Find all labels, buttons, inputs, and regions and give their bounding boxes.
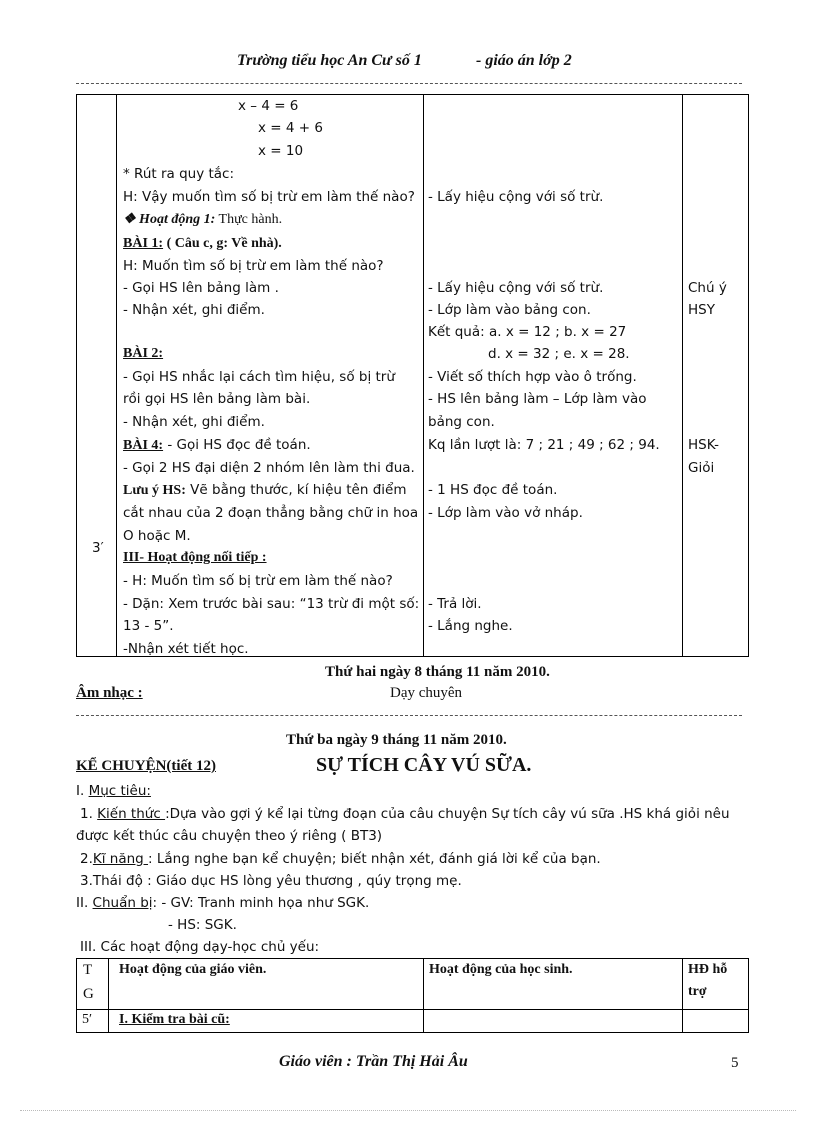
student-line: - Lớp làm vào bảng con. <box>428 302 591 318</box>
text-line: - Nhận xét, ghi điểm. <box>123 302 265 318</box>
footer-teacher: Giáo viên : Trần Thị Hải Âu <box>279 1053 468 1070</box>
text-line: 13 - 5”. <box>123 618 174 634</box>
text-line: - H: Muốn tìm số bị trừ em làm thế nào? <box>123 573 393 589</box>
subject-label: KỂ CHUYỆN(tiết 12) <box>76 758 216 774</box>
activity-text: Thực hành. <box>215 212 283 227</box>
preparation-heading <box>76 895 369 911</box>
text-line: - Gọi 2 HS đại diện 2 nhóm lên làm thi đua. <box>123 460 415 476</box>
support-line: HSY <box>688 302 715 318</box>
objectives-label: Mục tiêu: <box>88 783 151 799</box>
text-line: - Dặn: Xem trước bài sau: “13 trừ đi một số: <box>123 596 420 612</box>
note-label: Lưu ý HS: <box>123 483 186 498</box>
objective-number: 2. <box>80 851 93 867</box>
student-line: - Trả lời. <box>428 596 482 612</box>
bottom-dotted-rule <box>20 1110 796 1111</box>
preparation-label: Chuẩn bị <box>92 895 153 911</box>
text-line: - Gọi HS lên bảng làm . <box>123 280 279 296</box>
note-text: Vẽ bằng thước, kí hiệu tên điểm <box>185 482 407 498</box>
exercise-4-heading <box>123 437 311 454</box>
school-name: Trường tiểu học An Cư số 1 <box>237 52 422 69</box>
objective-text: : Lắng nghe bạn kể chuyện; biết nhận xét, đánh giá lời kể của bạn. <box>148 851 601 867</box>
support-line: Chú ý <box>688 280 727 296</box>
question-line: H: Muốn tìm số bị trừ em làm thế nào? <box>123 258 384 274</box>
student-line: Kết quả: a. x = 12 ; b. x = 27 <box>428 324 627 340</box>
exercise-label: BÀI 1: <box>123 236 164 251</box>
row-label: I. Kiểm tra bài cũ: <box>119 1012 230 1027</box>
note-line <box>123 482 406 499</box>
student-line: - Lắng nghe. <box>428 618 513 634</box>
header-divider <box>76 83 742 84</box>
student-line: - Lấy hiệu cộng với số trừ. <box>428 280 604 296</box>
objective-number: 1. <box>80 806 98 822</box>
student-line: bảng con. <box>428 414 495 430</box>
support-line: Giỏi <box>688 460 715 476</box>
text-line: rồi gọi HS lên bảng làm bài. <box>123 391 311 407</box>
student-line: - HS lên bảng làm – Lớp làm vào <box>428 391 647 407</box>
exercise-note: ( Câu c, g: Về nhà). <box>163 236 282 251</box>
text-line: -Nhận xét tiết học. <box>123 641 249 657</box>
text-line: O hoặc M. <box>123 528 191 544</box>
objective-1 <box>80 806 730 822</box>
header-tg: T <box>83 962 93 978</box>
preparation-text: : - GV: Tranh minh họa như SGK. <box>152 895 370 911</box>
music-value: Dạy chuyên <box>390 685 463 701</box>
page-number: 5 <box>731 1055 739 1071</box>
student-line: - Lấy hiệu cộng với số trừ. <box>428 189 604 205</box>
objectives-heading <box>76 783 151 799</box>
grade-label: - giáo án lớp 2 <box>476 52 572 69</box>
header-student: Hoạt động của học sinh. <box>429 962 573 977</box>
header-tg: G <box>83 986 94 1002</box>
preparation-text-2: - HS: SGK. <box>168 917 237 933</box>
activity-heading <box>123 211 282 228</box>
support-line: HSK- <box>688 437 720 453</box>
student-line: Kq lần lượt là: 7 ; 21 ; 49 ; 62 ; 94. <box>428 437 660 453</box>
exercise-label: BÀI 4: <box>123 438 164 453</box>
objective-label: Kĩ năng <box>92 851 149 867</box>
equation-line: x = 10 <box>258 143 304 159</box>
exercise-1-heading <box>123 235 282 252</box>
story-title: SỰ TÍCH CÂY VÚ SỮA. <box>316 754 532 776</box>
student-line: - 1 HS đọc đề toán. <box>428 482 558 498</box>
student-line: - Viết số thích hợp vào ô trống. <box>428 369 637 385</box>
exercise-text: - Gọi HS đọc đề toán. <box>163 437 311 453</box>
exercise-2-heading: BÀI 2: <box>123 346 164 361</box>
rule-line: * Rút ra quy tắc: <box>123 166 235 182</box>
text-line: - Gọi HS nhắc lại cách tìm hiệu, số bị trừ <box>123 369 395 385</box>
objective-text: :Dựa vào gợi ý kể lại từng đoạn của câu chuyện Sự tích cây vú sữa .HS khá giỏi nêu <box>165 806 730 822</box>
section-heading: III- Hoạt động nối tiếp : <box>123 550 267 565</box>
story-date: Thứ ba ngày 9 tháng 11 năm 2010. <box>286 732 507 748</box>
time-cell: 3′ <box>92 540 104 556</box>
header-teacher: Hoạt động của giáo viên. <box>119 962 267 977</box>
objective-1-continued: được kết thúc câu chuyện theo ý riêng ( BT3) <box>76 828 383 844</box>
section-divider <box>76 715 742 716</box>
activities-heading: III. Các hoạt động dạy-học chủ yếu: <box>80 939 320 955</box>
objective-label: Kiến thức <box>97 806 166 822</box>
activity-label: ❖ Hoạt động 1: <box>123 212 216 227</box>
student-line: d. x = 32 ; e. x = 28. <box>488 346 630 362</box>
music-label: Âm nhạc : <box>76 685 143 701</box>
question-line: H: Vậy muốn tìm số bị trừ em làm thế nào? <box>123 189 415 205</box>
preparation-number: II. <box>76 895 93 911</box>
header-support: HĐ hỗ <box>688 962 728 977</box>
text-line: cắt nhau của 2 đoạn thẳng bằng chữ in hoa <box>123 505 419 521</box>
header-support: trợ <box>688 984 707 999</box>
text-line: - Nhận xét, ghi điểm. <box>123 414 265 430</box>
row-time: 5′ <box>82 1012 93 1027</box>
music-date: Thứ hai ngày 8 tháng 11 năm 2010. <box>325 664 550 680</box>
equation-line: x – 4 = 6 <box>238 98 299 114</box>
objective-3: 3.Thái độ : Giáo dục HS lòng yêu thương , qúy trọng mẹ. <box>80 873 462 889</box>
student-line: - Lớp làm vào vở nháp. <box>428 505 583 521</box>
equation-line: x = 4 + 6 <box>258 120 323 136</box>
objectives-number: I. <box>76 783 89 799</box>
objective-2 <box>80 851 601 867</box>
